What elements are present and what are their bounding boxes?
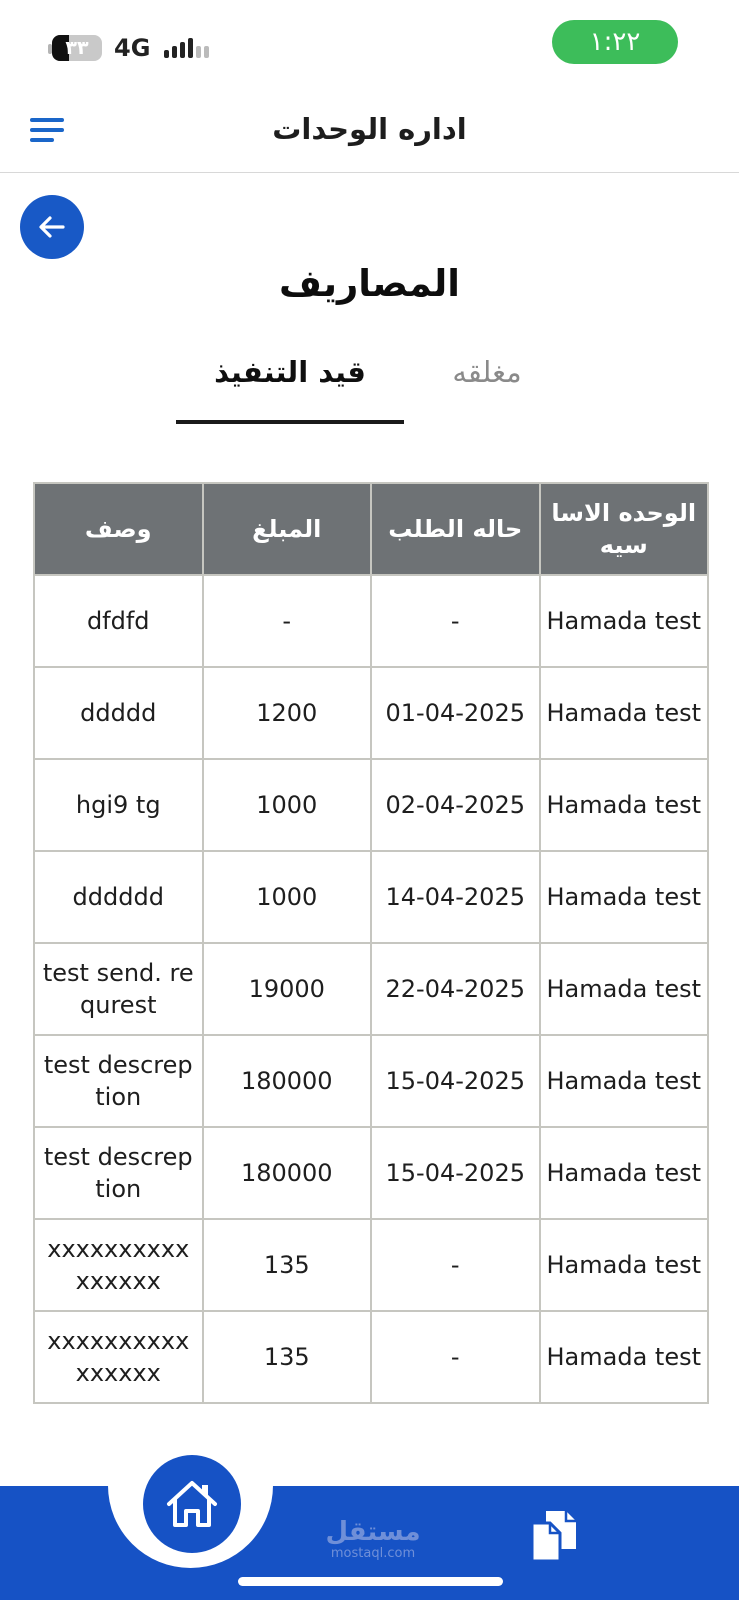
cell-description: dddddd (34, 851, 203, 943)
cell-description: xxxxxxxxxxxxxxxx (34, 1311, 203, 1403)
header-title: اداره الوحدات (272, 112, 467, 146)
cell-unit: Hamada test (540, 667, 709, 759)
battery-level: ٣٣ (65, 37, 89, 59)
cell-amount: 180000 (203, 1035, 372, 1127)
table-row[interactable] (34, 667, 708, 759)
app-header (0, 92, 739, 173)
cell-unit: Hamada test (540, 575, 709, 667)
cell-status: - (371, 1311, 540, 1403)
cell-amount: 1200 (203, 667, 372, 759)
cell-amount: 180000 (203, 1127, 372, 1219)
home-icon (164, 1478, 220, 1530)
cell-description: test descreption (34, 1035, 203, 1127)
back-button[interactable] (20, 195, 84, 259)
cell-amount: - (203, 575, 372, 667)
network-type: 4G (114, 34, 151, 62)
cell-status: - (371, 1219, 540, 1311)
table-row[interactable] (34, 851, 708, 943)
table-row[interactable] (34, 1219, 708, 1311)
cell-description: hgi9 tg (34, 759, 203, 851)
tab-in-progress[interactable]: قيد التنفيذ (214, 355, 366, 389)
column-header: المبلغ (203, 483, 372, 575)
cell-amount: 19000 (203, 943, 372, 1035)
cell-unit: Hamada test (540, 1127, 709, 1219)
table-row[interactable] (34, 575, 708, 667)
cell-description: test send. requrest (34, 943, 203, 1035)
documents-icon (528, 1507, 580, 1563)
table-row[interactable] (34, 1035, 708, 1127)
page-title: المصاريف (279, 262, 460, 305)
tab-active-indicator (176, 420, 404, 424)
column-header: حاله الطلب (371, 483, 540, 575)
tab-closed[interactable]: مغلقه (452, 355, 522, 389)
table-row[interactable] (34, 943, 708, 1035)
documents-button[interactable] (528, 1507, 580, 1563)
cell-status: 14-04-2025 (371, 851, 540, 943)
arrow-left-icon (37, 212, 67, 242)
signal-icon (164, 38, 209, 58)
cell-unit: Hamada test (540, 1219, 709, 1311)
home-button[interactable] (143, 1455, 241, 1553)
status-time: ١:٢٢ (552, 20, 678, 64)
watermark-arabic: مستقل (325, 1517, 421, 1547)
cell-description: dfdfd (34, 575, 203, 667)
status-bar (0, 0, 739, 92)
battery-icon (52, 35, 102, 61)
cell-unit: Hamada test (540, 1311, 709, 1403)
cell-amount: 135 (203, 1311, 372, 1403)
cell-status: 02-04-2025 (371, 759, 540, 851)
cell-unit: Hamada test (540, 851, 709, 943)
cell-unit: Hamada test (540, 943, 709, 1035)
watermark (318, 1518, 428, 1562)
cell-unit: Hamada test (540, 1035, 709, 1127)
cell-description: ddddd (34, 667, 203, 759)
cell-description: xxxxxxxxxxxxxxxx (34, 1219, 203, 1311)
cell-amount: 1000 (203, 759, 372, 851)
table-row[interactable] (34, 1127, 708, 1219)
expenses-table (33, 482, 709, 1404)
cell-status: - (371, 575, 540, 667)
cell-amount: 135 (203, 1219, 372, 1311)
table-header-row (34, 483, 708, 575)
column-header: الوحده الاساسيه (540, 483, 709, 575)
cell-unit: Hamada test (540, 759, 709, 851)
cell-status: 01-04-2025 (371, 667, 540, 759)
table-row[interactable] (34, 1311, 708, 1403)
home-indicator (238, 1577, 503, 1586)
cell-description: test descreption (34, 1127, 203, 1219)
column-header: وصف (34, 483, 203, 575)
watermark-latin: mostaql.com (330, 1546, 416, 1561)
cell-status: 22-04-2025 (371, 943, 540, 1035)
table-row[interactable] (34, 759, 708, 851)
cell-amount: 1000 (203, 851, 372, 943)
cell-status: 15-04-2025 (371, 1035, 540, 1127)
cell-status: 15-04-2025 (371, 1127, 540, 1219)
